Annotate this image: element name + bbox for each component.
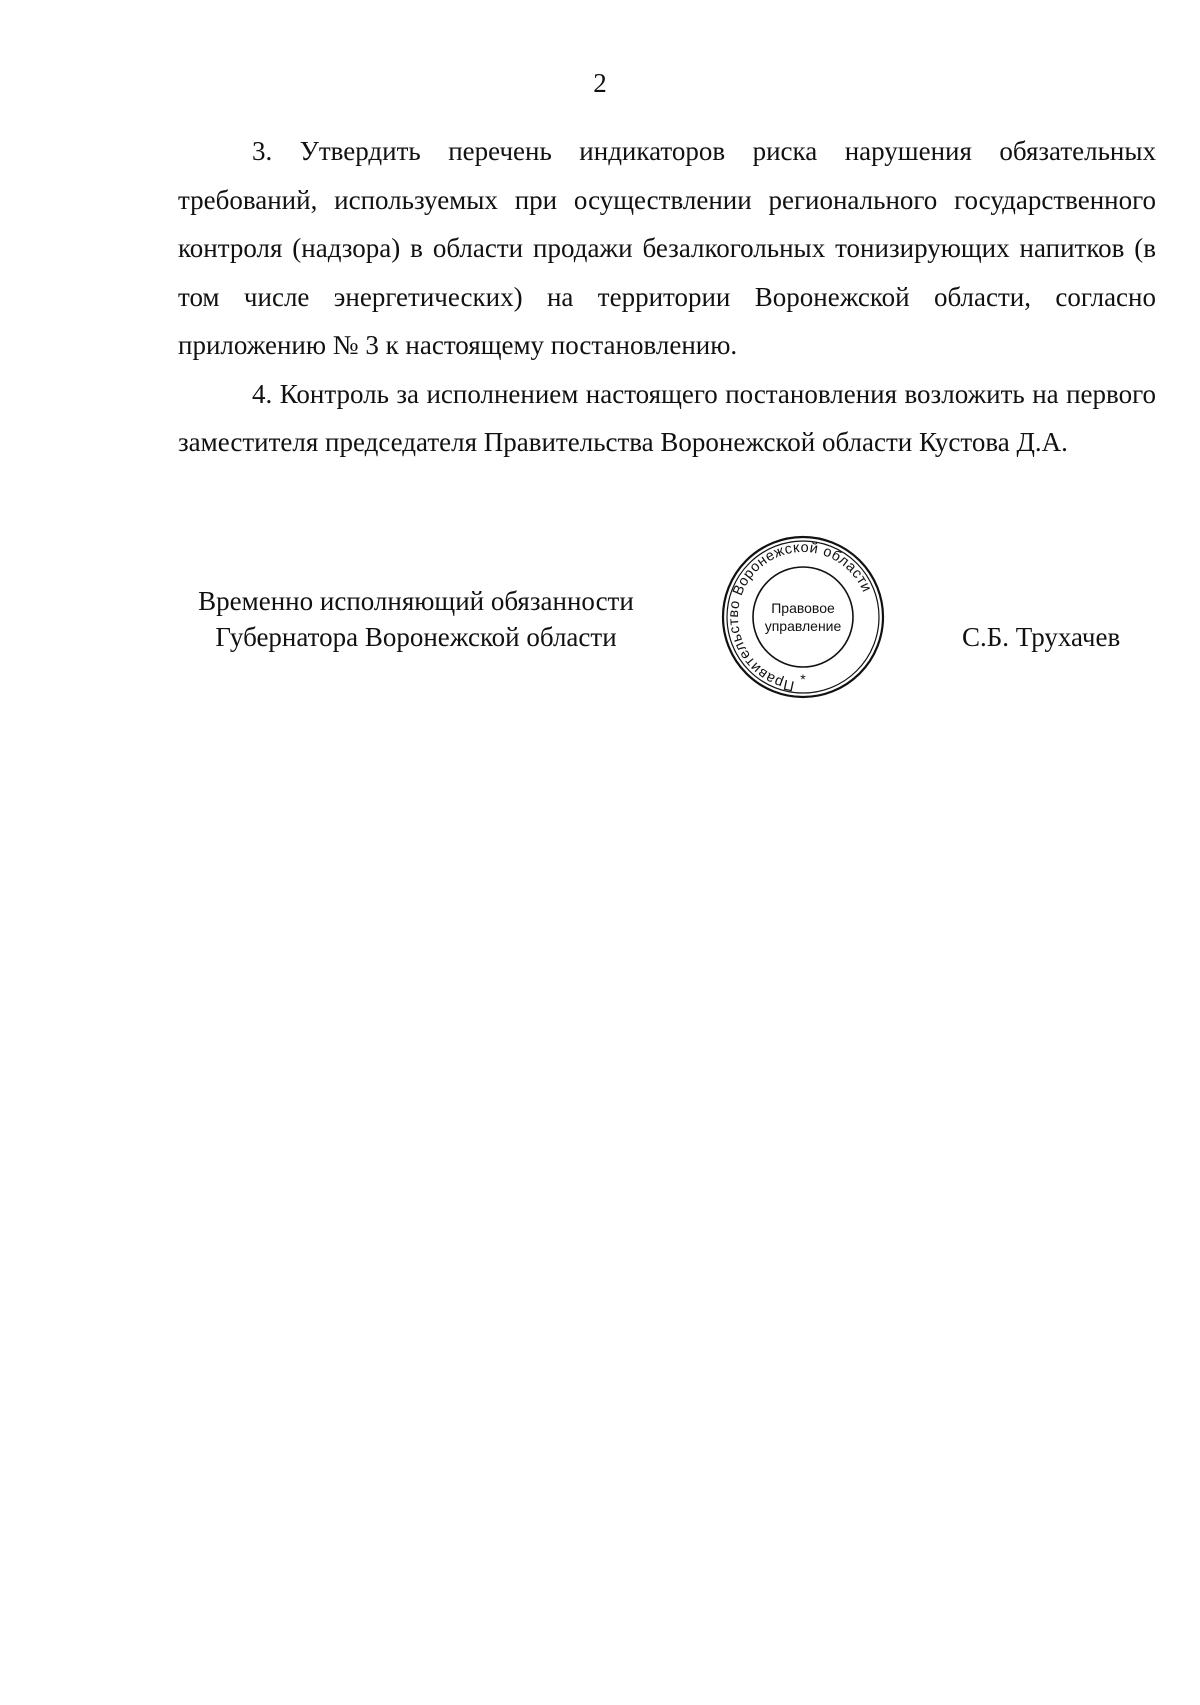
document-body bbox=[178, 127, 1156, 467]
stamp-star: * bbox=[800, 671, 806, 687]
stamp-seal-icon bbox=[720, 534, 886, 700]
paragraph-3: 3. Утвердить перечень индикаторов риска нарушения обязательных требований, используемых при осуществлении регионального государственного контроля (надзора) в области продажи безалкогольных тонизирующих напитков (в том числе энергетических) на территории Воронежской области, согласно приложению № 3 к настоящему постановлению. bbox=[178, 136, 1156, 360]
signatory-name: С.Б. Трухачев bbox=[962, 622, 1121, 652]
stamp-center-line1: Правовое bbox=[771, 600, 835, 616]
signatory-position-line1: Временно исполняющий обязанности bbox=[198, 586, 634, 616]
official-stamp bbox=[720, 534, 886, 700]
page-number: 2 bbox=[593, 68, 607, 98]
stamp-center-line2: управление bbox=[764, 618, 842, 634]
paragraph-4: 4. Контроль за исполнением настоящего постановления возложить на первого заместителя председателя Правительства Воронежской области Кустова Д.А. bbox=[178, 378, 1156, 457]
signatory-position-line2: Губернатора Воронежской области bbox=[215, 622, 617, 652]
signatory-position bbox=[176, 583, 656, 655]
stamp-ring-text: Правительство Воронежской области bbox=[725, 539, 875, 694]
